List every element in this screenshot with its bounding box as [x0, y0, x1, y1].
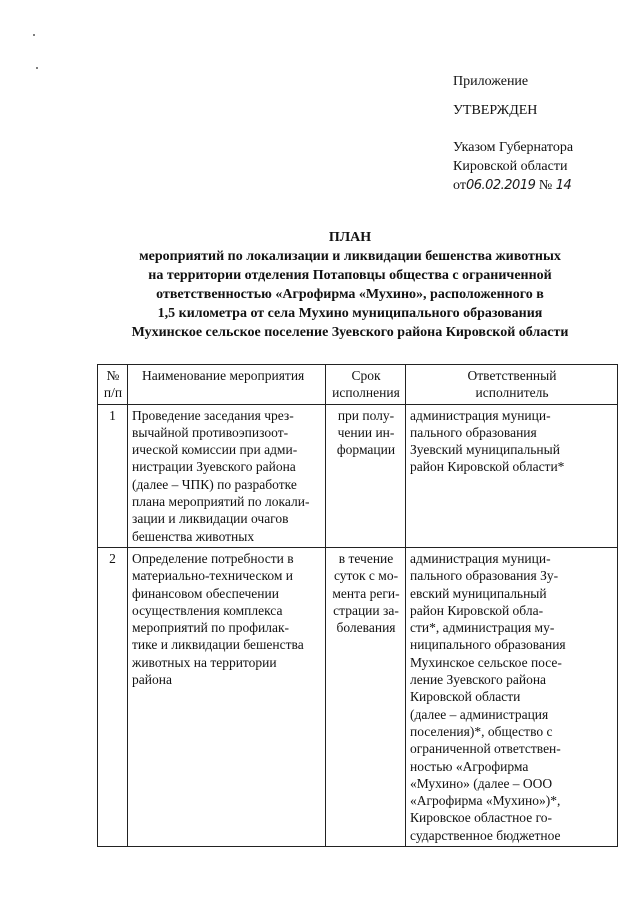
scan-speck [36, 67, 38, 69]
row-number: 1 [98, 404, 128, 547]
row-responsible-line: сударственное бюджетное [410, 827, 561, 843]
row-term [326, 404, 406, 547]
row-activity-line: зации и ликвидации очагов [132, 511, 289, 527]
row-responsible-line: Мухинское сельское посе- [410, 654, 562, 670]
number-prefix: № [538, 178, 553, 193]
table-row [98, 547, 618, 846]
row-responsible-line: район Кировской обла- [410, 602, 544, 618]
handwritten-number: 14 [555, 178, 572, 193]
header-responsible: Ответственный исполнитель [406, 365, 618, 405]
approval-block [453, 72, 573, 195]
plan-subtitle-line: мероприятий по локализации и ликвидации бешенства животных [139, 249, 561, 264]
plan-subtitle-line: Мухинское сельское поселение Зуевского района Кировской области [131, 325, 569, 340]
table-header-row [98, 365, 618, 405]
decree-date-line [453, 176, 573, 195]
row-activity-line: вычайной противоэпизоот- [132, 424, 289, 440]
plan-title-block [90, 228, 610, 342]
row-activity-line: материально-техническом и [132, 568, 293, 584]
row-activity-line: бешенства животных [132, 528, 255, 544]
row-activity-line: Проведение заседания чрез- [132, 407, 294, 423]
row-term-line: болевания [336, 620, 396, 636]
table-row [98, 404, 618, 547]
plan-subtitle-line: ответственностью «Агрофирма «Мухино», расположенного в [156, 287, 544, 302]
row-activity-line: ической комиссии при адми- [132, 442, 298, 458]
row-responsible-line: администрация муници- [410, 407, 551, 423]
row-responsible-line: район Кировской области* [410, 459, 565, 475]
row-term-line: чении ин- [337, 424, 395, 440]
header-name: Наименование мероприятия [128, 365, 326, 405]
row-responsible-line: сти*, администрация му- [410, 620, 555, 636]
row-term-line: страции за- [333, 602, 399, 618]
header-term: Срок исполнения [326, 365, 406, 405]
row-responsible-line: Кировское областное го- [410, 810, 553, 826]
row-term-line: при полу- [337, 407, 395, 423]
row-activity-line: тике и ликвидации бешенства [132, 637, 304, 653]
row-responsible-line: «Агрофирма «Мухино»)*, [410, 793, 561, 809]
row-activity-line: района [132, 672, 172, 688]
row-responsible-line: «Мухино» (далее – ООО [410, 775, 553, 791]
row-responsible-line: ограниченной ответствен- [410, 741, 561, 757]
row-responsible-line: (далее – администрация [410, 706, 549, 722]
row-responsible-line: пального образования Зу- [410, 568, 559, 584]
row-activity-line: финансовом обеспечении [132, 585, 279, 601]
row-activity-line: животных на территории [132, 654, 277, 670]
row-activity-line: осуществления комплекса [132, 602, 283, 618]
row-number: 2 [98, 547, 128, 846]
row-activity-line: нистрации Зуевского района [132, 459, 296, 475]
row-activity-line: плана мероприятий по локали- [132, 494, 310, 510]
plan-subtitle-line: 1,5 километра от села Мухино муниципального образования [157, 306, 543, 321]
row-term-line: суток с мо- [333, 568, 399, 584]
row-responsible [406, 404, 618, 547]
appendix-label: Приложение [453, 74, 529, 89]
row-term-line: формации [336, 442, 396, 458]
row-responsible [406, 547, 618, 846]
plan-heading: ПЛАН [328, 230, 372, 245]
scan-speck [33, 34, 35, 36]
row-activity-line: Определение потребности в [132, 550, 294, 566]
row-responsible-line: пального образования [410, 424, 537, 440]
plan-table [97, 364, 618, 847]
plan-subtitle-line: на территории отделения Потаповцы общества с ограниченной [148, 268, 552, 283]
row-term [326, 547, 406, 846]
decree-line-1: Указом Губернатора [453, 140, 574, 155]
row-term-line: в течение [338, 550, 394, 566]
header-num: № п/п [98, 365, 128, 405]
row-responsible-line: ностью «Агрофирма [410, 758, 529, 774]
row-responsible-line: ниципального образования [410, 637, 566, 653]
row-activity-line: (далее – ЧПК) по разработке [132, 476, 297, 492]
row-responsible-line: администрация муници- [410, 550, 551, 566]
date-prefix: от [453, 178, 466, 193]
row-responsible-line: поселения)*, общество с [410, 723, 553, 739]
row-term-line: мента реги- [332, 585, 400, 601]
row-responsible-line: Кировской области [410, 689, 521, 705]
approved-label: УТВЕРЖДЕН [453, 103, 538, 118]
row-activity [128, 547, 326, 846]
handwritten-date: 06.02.2019 [465, 178, 536, 193]
row-responsible-line: ление Зуевского района [410, 672, 547, 688]
row-activity [128, 404, 326, 547]
row-responsible-line: евский муниципальный [410, 585, 547, 601]
row-responsible-line: Зуевский муниципальный [410, 442, 560, 458]
decree-line-2: Кировской области [453, 159, 568, 174]
row-activity-line: мероприятий по профилак- [132, 620, 289, 636]
